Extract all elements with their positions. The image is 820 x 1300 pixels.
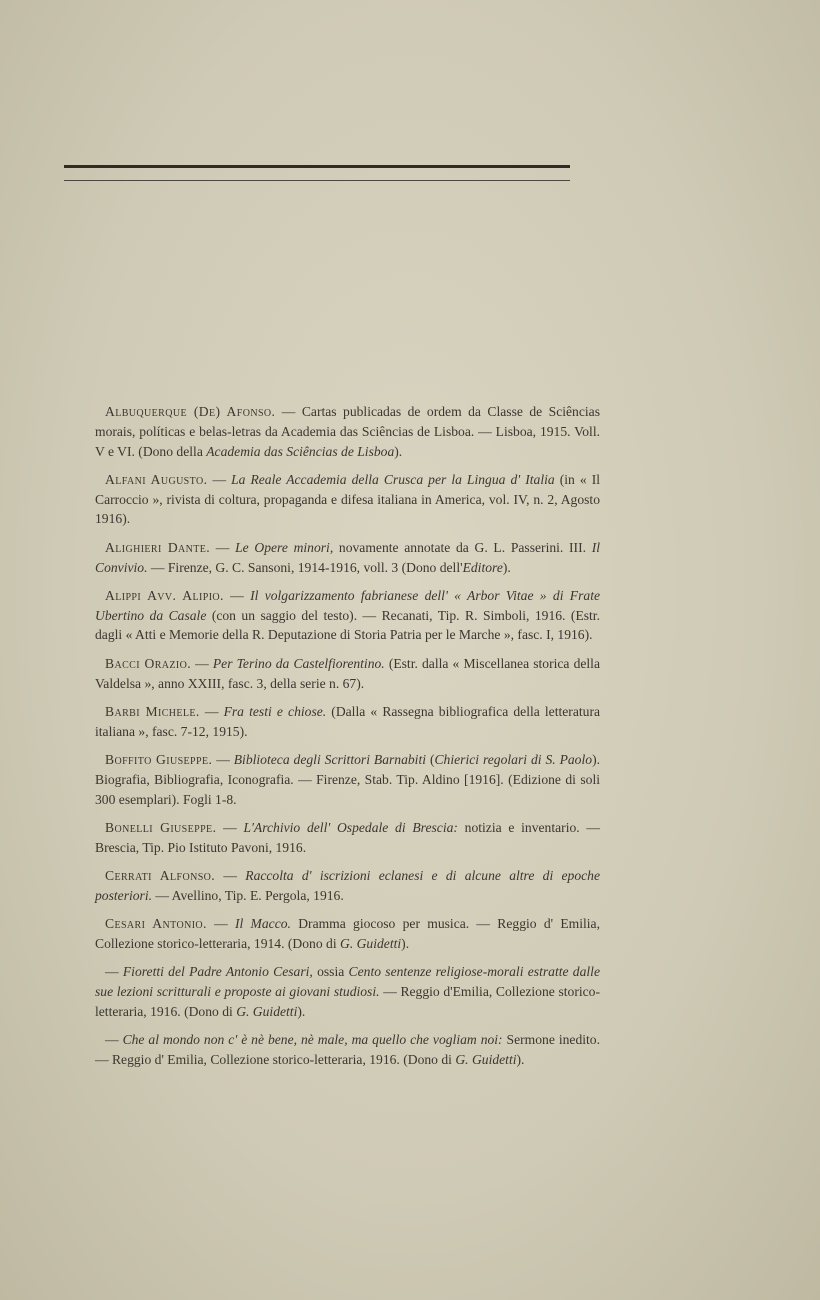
entry-title-text: Il volgarizzamento fabrianese dell' « Arbor Vitae » di Frate Ubertino da Casale xyxy=(95,587,601,623)
entry-text: (Dalla « Rassegna bibliografica della letteratura italiana », fasc. 7-12, 1915). xyxy=(95,703,600,739)
entry-title-text: Editore xyxy=(462,559,503,575)
entry-text: — xyxy=(215,867,246,883)
entry-author: Alippi Avv. Alipio. xyxy=(105,587,224,603)
entry-title-text: Per Terino da Castelfiorentino. xyxy=(212,655,385,671)
bibliography-entry xyxy=(95,470,600,529)
entry-title-text: Il Convivio. xyxy=(95,539,600,575)
entry-title-text: G. Guidetti xyxy=(236,1003,298,1019)
entry-text: ). xyxy=(502,559,511,575)
entry-title-text: G. Guidetti xyxy=(455,1051,517,1067)
entry-author: Albuquerque (De) Afonso. xyxy=(105,404,276,419)
bibliography-entry xyxy=(95,702,600,742)
entry-title-text: Cento sentenze religiose-morali estratte dalle sue lezioni scritturali e proposte ai giovani studiosi. xyxy=(95,964,600,999)
entry-title-text: Raccolta d' iscrizioni eclanesi e di alcune altre di epoche posteriori. xyxy=(95,867,600,903)
entry-text: — Cartas publicadas de ordem da Classe de Sciências morais, políticas e belas-letras da Academia das Sciências de Lisboa. — Lisboa, 1915. Voll. V e VI. (Dono della xyxy=(95,404,600,459)
entry-author: Cerrati Alfonso. xyxy=(105,867,216,883)
entry-text: — Reggio d'Emilia, Collezione storico-letteraria, 1916. (Dono di xyxy=(95,983,600,1019)
entry-text: Dramma giocoso per musica. — Reggio d' Emilia, Collezione storico-letteraria, 1914. (Dono di xyxy=(95,916,600,951)
entry-title-text: La Reale Accademia della Crusca per la Lingua d' Italia xyxy=(231,471,555,487)
bibliography-entry xyxy=(95,538,600,578)
bibliography-entry xyxy=(95,750,600,809)
entry-text: ). xyxy=(394,443,403,459)
entry-title-text: Fra testi e chiose. xyxy=(223,703,327,719)
entry-text: ). xyxy=(516,1051,525,1067)
entry-title-text: Fioretti del Padre Antonio Cesari, xyxy=(122,964,313,980)
entry-text: — xyxy=(191,655,213,671)
entry-author: Cesari Antonio. xyxy=(105,916,207,932)
bibliography-entry xyxy=(95,866,600,906)
entry-title-text: Il Macco. xyxy=(234,916,291,932)
entry-author: Alighieri Dante. xyxy=(105,539,211,555)
entry-text: ). xyxy=(297,1003,306,1019)
bibliography-entry xyxy=(95,586,600,645)
entry-text: — xyxy=(105,1032,123,1048)
entry-text: ( xyxy=(426,751,435,767)
entry-text: ossia xyxy=(312,964,349,980)
entry-text: — xyxy=(223,587,251,603)
header-rule-thin xyxy=(64,180,570,181)
entry-text: — xyxy=(207,471,232,487)
entry-text: Sermone inedito. — Reggio d' Emilia, Collezione storico-letteraria, 1916. (Dono di xyxy=(95,1032,600,1067)
entry-text: ). xyxy=(401,935,410,951)
entry-title-text: Biblioteca degli Scrittori Barnabiti xyxy=(233,751,427,767)
bibliography-entry xyxy=(95,914,600,954)
entry-title-text: Chierici regolari di S. Paolo xyxy=(434,751,593,767)
entry-text: novamente annotate da G. L. Passerini. III. xyxy=(333,539,592,555)
entry-text: ). Biografia, Bibliografia, Iconografia. — Firenze, Stab. Tip. Aldino [1916]. (Edizione di soli 300 esemplari). Fogli 1-8. xyxy=(95,751,600,807)
entry-text: — Avellino, Tip. E. Pergola, 1916. xyxy=(152,887,344,903)
bibliography-entry xyxy=(95,654,600,694)
entry-text: notizia e inventario. — Brescia, Tip. Pio Istituto Pavoni, 1916. xyxy=(95,819,600,855)
entry-text: — xyxy=(216,819,244,835)
entry-text: (in « Il Carroccio », rivista di coltura, propaganda e difesa italiana in America, vol. IV, n. 2, Agosto 1916). xyxy=(95,471,600,527)
entry-author: Bacci Orazio. xyxy=(105,655,192,671)
header-rule-thick xyxy=(64,165,570,168)
entry-title-text: Le Opere minori, xyxy=(235,539,334,555)
entry-title-text: Academia das Sciências de Lisboa xyxy=(206,443,395,459)
entry-author: Bonelli Giuseppe. xyxy=(105,819,217,835)
bibliography-entry xyxy=(95,402,600,461)
entry-text: (con un saggio del testo). — Recanati, Tip. R. Simboli, 1916. (Estr. dagli « Atti e Memorie della R. Deputazione di Storia Patria per le Marche », fasc. I, 1916). xyxy=(95,607,600,643)
bibliography-entry xyxy=(95,1030,600,1070)
entry-text: — xyxy=(105,964,123,980)
entry-text: — xyxy=(206,916,235,932)
bibliography-entry xyxy=(95,962,600,1021)
entry-title-text: L'Archivio dell' Ospedale di Brescia: xyxy=(243,819,458,835)
entry-text: — xyxy=(212,751,234,767)
entry-author: Alfani Augusto. xyxy=(105,471,208,487)
bibliography-entry xyxy=(95,818,600,858)
entry-text: (Estr. dalla « Miscellanea storica della Valdelsa », anno XXIII, fasc. 3, della serie n. 67). xyxy=(95,655,600,691)
entry-author: Boffito Giuseppe. xyxy=(105,751,213,767)
entry-text: — xyxy=(199,703,224,719)
entry-author: Barbi Michele. xyxy=(105,703,200,719)
bibliography-list xyxy=(95,402,600,1078)
entry-title-text: Che al mondo non c' è nè bene, nè male, ma quello che vogliam noi: xyxy=(122,1032,503,1048)
entry-text: — Firenze, G. C. Sansoni, 1914-1916, voll. 3 (Dono dell' xyxy=(147,559,463,575)
entry-text: — xyxy=(210,539,236,555)
entry-title-text: G. Guidetti xyxy=(340,935,402,951)
